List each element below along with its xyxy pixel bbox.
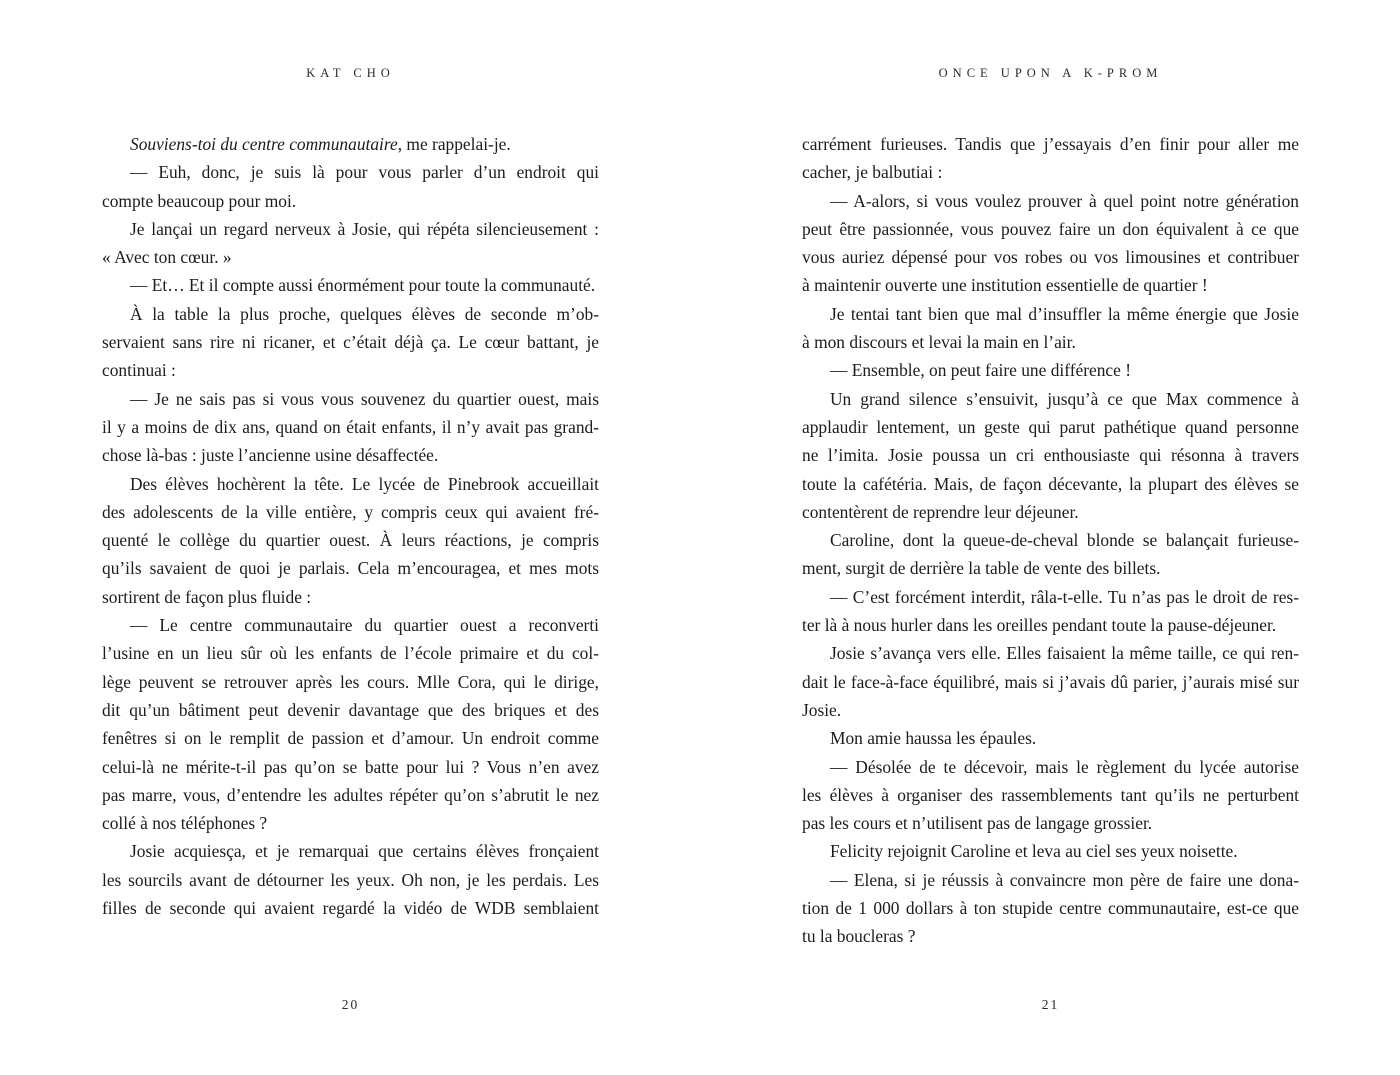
text-line: qu’ils savaient de quoi je parlais. Cela m’encouragea, et mes mots — [102, 558, 599, 579]
text-line: des adolescents de la ville entière, y compris ceux qui avaient fré- — [102, 501, 599, 522]
text-line: chose là-bas : juste l’ancienne usine désaffectée. — [102, 445, 439, 466]
left-page-body — [102, 130, 599, 922]
text-line: Josie s’avança vers elle. Elles faisaient la même taille, ce qui ren- — [830, 643, 1299, 664]
text-line: toute la cafétéria. Mais, de façon décevante, la plupart des élèves se — [802, 473, 1299, 494]
text-line: Un grand silence s’ensuivit, jusqu’à ce que Max commence à — [830, 388, 1299, 409]
right-page — [700, 0, 1400, 1075]
text-line: — Euh, donc, je suis là pour vous parler d’un endroit qui — [130, 162, 599, 183]
text-line: vous auriez dépensé pour vos robes ou vos limousines et contribuer — [802, 247, 1299, 268]
text-line: Caroline, dont la queue-de-cheval blonde se balançait furieuse- — [830, 530, 1299, 551]
text-line: Mon amie haussa les épaules. — [830, 728, 1037, 749]
text-line: pas marre, vous, d’entendre les adultes répéter qu’on s’abrutit le nez — [102, 784, 599, 805]
text-line: Felicity rejoignit Caroline et leva au ciel ses yeux noisette. — [830, 841, 1238, 862]
text-line: Josie acquiesça, et je remarquai que certains élèves fronçaient — [130, 841, 599, 862]
text-line: Je lançai un regard nerveux à Josie, qui répéta silencieusement : — [130, 218, 599, 239]
text-line: ter là à nous hurler dans les oreilles pendant toute la pause-déjeuner. — [802, 615, 1277, 636]
text-line: cacher, je balbutiai : — [802, 162, 943, 183]
text-line: — A-alors, si vous voulez prouver à quel point notre génération — [830, 190, 1299, 211]
text-line: dit qu’un bâtiment peut devenir davantage que des briques et des — [102, 699, 599, 720]
running-head-title: ONCE UPON A K-PROM — [938, 66, 1163, 80]
text-line: — C’est forcément interdit, râla-t-elle. Tu n’as pas le droit de res- — [830, 586, 1299, 607]
page-number-right: 21 — [1041, 997, 1060, 1012]
text-line: collé à nos téléphones ? — [102, 813, 268, 834]
text-line: lège peuvent se retrouver après les cours. Mlle Cora, qui le dirige, — [102, 671, 599, 692]
text-line: continuai : — [102, 360, 176, 381]
text-line: — Et… Et il compte aussi énormément pour toute la communauté. — [130, 275, 596, 296]
text-line: — Elena, si je réussis à convaincre mon père de faire une dona- — [830, 869, 1299, 890]
text-line: à maintenir ouverte une institution essentielle de quartier ! — [802, 275, 1208, 296]
text-line: ne l’imita. Josie poussa un cri enthousiaste qui résonna à travers — [802, 445, 1299, 466]
text-line: Josie. — [802, 699, 842, 720]
text-line: — Le centre communautaire du quartier ouest a reconverti — [130, 615, 599, 636]
text-line: peut être passionnée, vous pouvez faire un don équivalent à ce que — [802, 218, 1299, 239]
text-line: fenêtres si on le remplit de passion et d’amour. Un endroit comme — [102, 728, 599, 749]
text-line: sortirent de façon plus fluide : — [102, 586, 312, 607]
text-line: à mon discours et levai la main en l’air. — [802, 332, 1076, 353]
text-line: compte beaucoup pour moi. — [102, 190, 297, 211]
italic-phrase: Souviens-toi du centre communautaire — [130, 134, 398, 154]
text-line: il y a moins de dix ans, quand on était enfants, il n’y avait pas grand- — [102, 416, 599, 437]
text-line: les élèves à organiser des rassemblements tant qu’ils ne perturbent — [802, 784, 1299, 805]
text-line: — Désolée de te décevoir, mais le règlement du lycée autorise — [830, 756, 1299, 777]
page-number-left: 20 — [341, 997, 360, 1012]
text-line: tion de 1 000 dollars à ton stupide centre communautaire, est-ce que — [802, 898, 1299, 919]
text-line: pas les cours et n’utilisent pas de langage grossier. — [802, 813, 1153, 834]
right-page-body — [802, 130, 1299, 951]
text-line: filles de seconde qui avaient regardé la vidéo de WDB semblaient — [102, 898, 599, 919]
text-line: « Avec ton cœur. » — [102, 247, 232, 268]
text-line: l’usine en un lieu sûr où les enfants de l’école primaire et du col- — [102, 643, 599, 664]
text-line: dait le face-à-face équilibré, mais si j’avais dû parier, j’aurais misé sur — [802, 671, 1299, 692]
text-line: carrément furieuses. Tandis que j’essayais d’en finir pour aller me — [802, 134, 1299, 154]
text-line: Des élèves hochèrent la tête. Le lycée de Pinebrook accueillait — [130, 473, 599, 494]
text-line: À la table la plus proche, quelques élèves de seconde m’ob- — [130, 303, 599, 324]
text-run: , me rappelai-je. — [397, 134, 511, 154]
text-line: servaient sans rire ni ricaner, et c’était déjà ça. Le cœur battant, je — [102, 332, 599, 353]
text-line: — Ensemble, on peut faire une différence ! — [830, 360, 1131, 381]
text-line: les sourcils avant de détourner les yeux. Oh non, je les perdais. Les — [102, 869, 599, 890]
text-line: Je tentai tant bien que mal d’insuffler la même énergie que Josie — [830, 303, 1299, 324]
running-head-author: KAT CHO — [306, 66, 395, 80]
text-line: applaudir lentement, un geste qui parut pathétique quand personne — [802, 416, 1299, 437]
text-line: tu la boucleras ? — [802, 926, 916, 947]
text-line: — Je ne sais pas si vous vous souvenez du quartier ouest, mais — [130, 388, 599, 409]
text-line: quenté le collège du quartier ouest. À leurs réactions, je compris — [102, 530, 599, 551]
text-line: ment, surgit de derrière la table de vente des billets. — [802, 558, 1161, 579]
text-line: contentèrent de reprendre leur déjeuner. — [802, 501, 1079, 522]
text-line — [102, 130, 599, 158]
text-line: celui-là ne mérite-t-il pas qu’on se batte pour lui ? Vous n’en avez — [102, 756, 599, 777]
